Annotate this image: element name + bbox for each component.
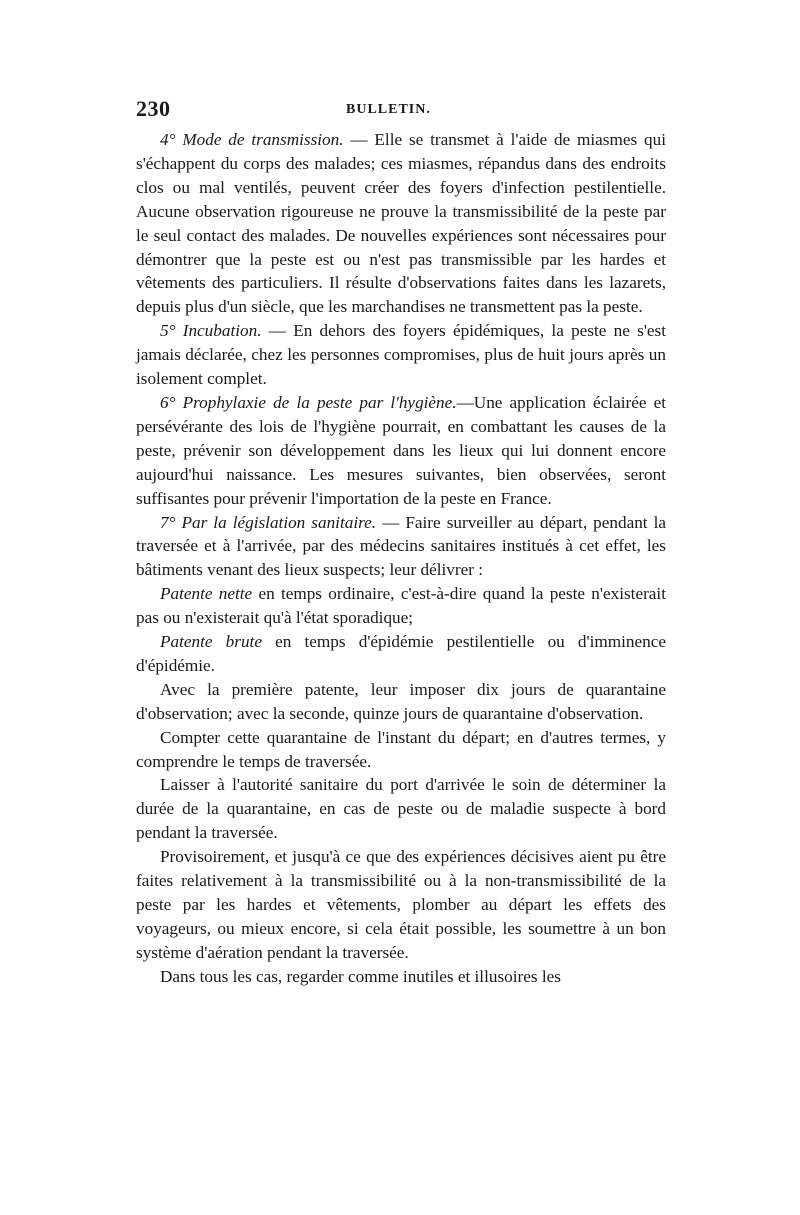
section-heading: 5° Incubation.: [160, 321, 262, 341]
paragraph-incubation: [136, 319, 666, 391]
paragraph-text: — En dehors des foyers épidémiques, la peste ne s'est jamais déclarée, chez les personnes compromises, plus de huit jours après un isolement complet.: [136, 321, 667, 389]
paragraph-mode-de-transmission: [136, 128, 666, 319]
paragraph-text: en temps ordinaire, c'est-à-dire quand la peste n'existerait pas ou n'existerait qu'à l'état sporadique;: [136, 584, 666, 628]
paragraph-provisoirement: [136, 845, 666, 965]
paragraph-text: Dans tous les cas, regarder comme inutiles et illusoires les: [160, 966, 561, 986]
page-header: [136, 96, 666, 126]
term-heading: Patente brute: [160, 632, 262, 652]
paragraph-laisser: [136, 773, 666, 845]
paragraph-text: Provisoirement, et jusqu'à ce que des expériences décisives aient pu être faites relativement à la transmissibilité ou à la non-transmissibilité de la peste par les hardes et vêtements, plomber au départ les effets des voyageurs, ou mieux encore, si cela était possible, les soumettre à un bon système d'aération pendant la traversée.: [136, 847, 666, 962]
paragraph-text: Laisser à l'autorité sanitaire du port d'arrivée le soin de déterminer la durée de la quarantaine, en cas de peste ou de maladie suspecte à bord pendant la traversée.: [136, 775, 666, 843]
body-text: [136, 128, 666, 989]
paragraph-dans-tous-les-cas: [136, 965, 666, 989]
paragraph-legislation-sanitaire: [136, 511, 666, 583]
paragraph-text: Compter cette quarantaine de l'instant du départ; en d'autres termes, y comprendre le temps de traversée.: [136, 727, 666, 771]
running-head: BULLETIN.: [346, 102, 431, 117]
paragraph-text: en temps d'épidémie pestilentielle ou d'imminence d'épidémie.: [136, 632, 666, 675]
paragraph-patente-brute: [136, 630, 666, 678]
book-page: [136, 96, 666, 989]
section-heading: 7° Par la législation sanitaire.: [160, 512, 377, 532]
term-heading: Patente nette: [160, 584, 253, 604]
paragraph-compter: [136, 726, 666, 774]
paragraph-quarantaine: [136, 678, 666, 726]
paragraph-text: — Elle se transmet à l'aide de miasmes qui s'échappent du corps des malades; ces miasmes, répandus dans des endroits clos ou mal ventilés, peuvent créer des foyers d'infection pestilentielle. Aucune observation rigoureuse ne prouve la transmissibilité de la peste par le seul contact des malades. De nouvelles expériences sont nécessaires pour démontrer que la peste est ou n'est pas transmissible par les hardes et vêtements des particuliers. Il résulte d'observations faites dans les lazarets, depuis plus d'un siècle, que les marchandises ne transmettent pas la peste.: [136, 130, 666, 317]
paragraph-text: Avec la première patente, leur imposer dix jours de quarantaine d'observation; avec la seconde, quinze jours de quarantaine d'observation.: [136, 679, 666, 723]
paragraph-text: —Une application éclairée et persévérante des lois de l'hygiène pourrait, en combattant les causes de la peste, prévenir son développement dans les lieux qui lui donnent encore aujourd'hui naissance. Les mesures suivantes, bien observées, seront suffisantes pour prévenir l'importation de la peste en France.: [136, 392, 666, 508]
page-number: 230: [136, 96, 171, 121]
section-heading: 6° Prophylaxie de la peste par l'hygiène.: [160, 392, 457, 412]
paragraph-text: — Faire surveiller au départ, pendant la traversée et à l'arrivée, par des médecins sanitaires institués à cet effet, les bâtiments venant des lieux suspects; leur délivrer :: [136, 512, 666, 580]
paragraph-patente-nette: [136, 582, 666, 630]
section-heading: 4° Mode de transmission.: [160, 130, 344, 149]
paragraph-prophylaxie: [136, 391, 666, 511]
